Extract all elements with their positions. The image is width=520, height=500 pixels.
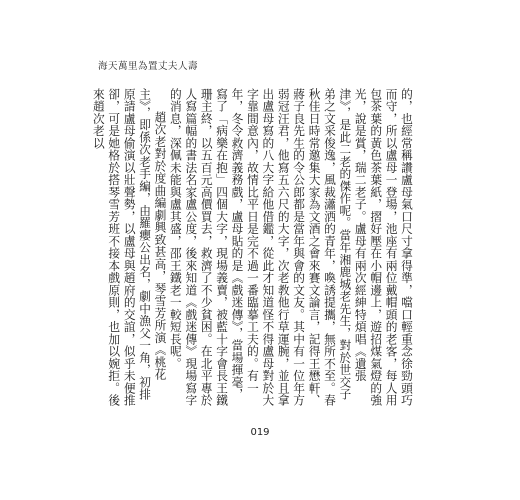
paragraph: 趙次老對於度曲編劇興致甚高，琴雪芳所演《桃花主》，即係次老手編，由羅癭公出名，劇中漁父一角，初排原請盧母偷演以壯聲勢，以盧母與趙府的交誼，似乎未便推卻，可是她格於搭琴雪芳班不接本戲原則，也加以婉拒。後來趙次老以 xyxy=(91,88,168,407)
page-number: 019 xyxy=(250,427,270,438)
vertical-body-text xyxy=(91,88,414,410)
running-head: 海天萬里為置丈夫人壽 xyxy=(98,61,199,72)
paragraph: 的，也經常稱讚盧母氣口尺寸拿得準，噹口輕重念徐勁頭巧而守，所以盧母一登場，池座有兩位戴帽頭的老客，每人用包茶葉的黃色茶葉紙，摺好壓在小帽邊上，遊招煤氣燈的強光，說是賞，瑞二老子。盧母有兩次經紳特煩唱《遺張津》，是此二老的傑作呢。當年湘鹿城老先生，對於世交子弟之文采俊逸，風裁瀟洒的青年，喚誘提攜，無所不至。春秋佳日時常邀集大家為文酒之會來賽文論言，記得王懋軒、蔣子良先生的令公郎都是當年與會的文友。其中有一位年方弱冠汪君，他寫五六尺的大字，次老教他行草運腕，並且拿出盧母寫的八大字給他借鑑，從此才知道怪不得盧母對於大字靠間意內，故情比平日是完不過一番臨摹工夫的。有一年，冬令救濟義務戲，盧母貼的是《戲迷傳》，當場揮毫，寫了「病樂在抱」四個大字，現場義賣，被藍十字會長王鐵珊主終，以五百元高價買去，救濟了不少貧困。在北平專於人寫篇幅的書法名家盧公度，後來知道《戲迷傳》現場寫字的消息，深佩未能與盧其盛，邵王鐵老一較短長呢。 xyxy=(168,88,414,407)
